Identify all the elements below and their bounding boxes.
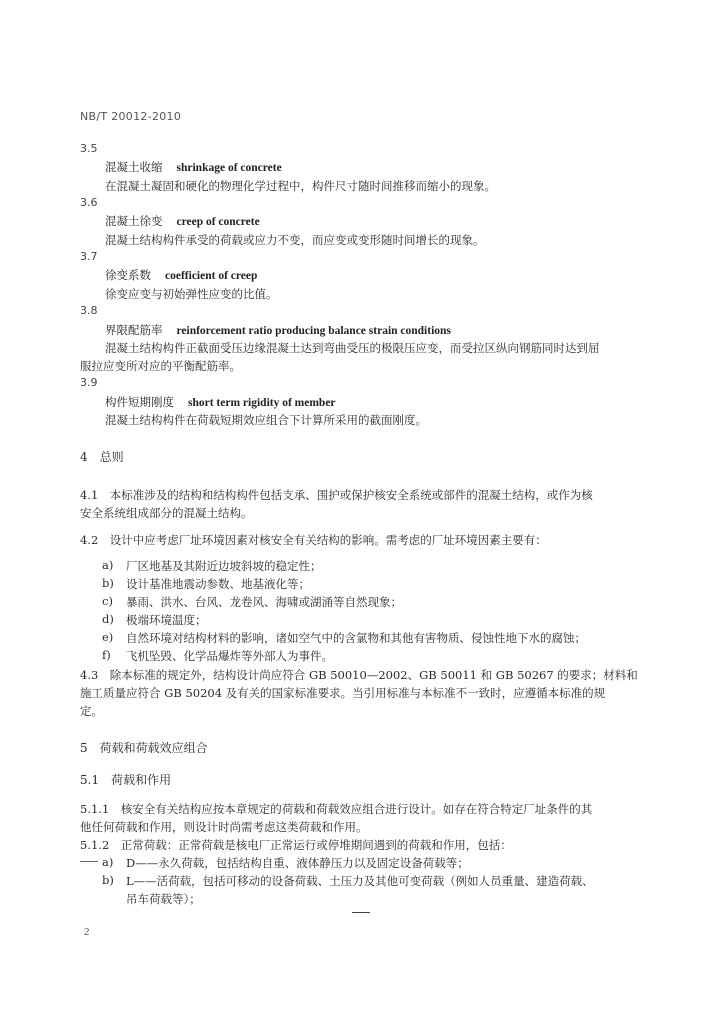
footer-rule (352, 912, 370, 913)
list-label-b: b) (102, 576, 114, 590)
term-cn: 徐变系数 (105, 268, 151, 282)
term-3-9 (105, 394, 336, 410)
list-label-e: e) (102, 630, 114, 644)
definition-3-5: 在混凝土凝固和硬化的物理化学过程中，构件尺寸随时间推移而缩小的现象。 (105, 179, 496, 193)
list-dash-mark (80, 861, 98, 862)
clause-number-3-8: 3.8 (80, 304, 98, 317)
definition-3-6: 混凝土结构构件承受的荷载或应力不变，而应变或变形随时间增长的现象。 (105, 233, 485, 247)
list-label-c: c) (102, 594, 113, 608)
page-number: 2 (84, 926, 90, 938)
paragraph-4-3-line2: 施工质量应符合 GB 50204 及有关的国家标准要求。当引用标准与本标准不一致时，应遵循本标准的规 (80, 686, 606, 700)
list-label-a: a) (102, 558, 114, 572)
section-5-title: 5 荷载和荷载效应组合 (80, 741, 208, 755)
document-code-header: NB/T 20012-2010 (80, 110, 182, 123)
term-en: creep of concrete (176, 216, 260, 228)
definition-3-8-line1: 混凝土结构构件正截面受压边缘混凝土达到弯曲受压的极限压应变，而受拉区纵向钢筋同时达到屈 (105, 341, 600, 355)
list-item-5b-line1: L——活荷载，包括可移动的设备荷载、土压力及其他可变荷载（例如人员重量、建造荷载、 (126, 874, 594, 888)
paragraph-5-1-1-line2: 他任何荷载和作用，则设计时尚需考虑这类荷载和作用。 (80, 820, 368, 834)
paragraph-4-3-line1: 4.3 除本标准的规定外，结构设计尚应符合 GB 50010—2002、GB 50011 和 GB 50267 的要求；材料和 (80, 668, 638, 682)
definition-3-9: 混凝土结构构件在荷载短期效应组合下计算所采用的截面刚度。 (105, 413, 427, 427)
paragraph-4-2: 4.2 设计中应考虑厂址环境因素对核安全有关结构的影响。需考虑的厂址环境因素主要有： (80, 533, 547, 547)
term-en: reinforcement ratio producing balance strain conditions (176, 325, 451, 337)
subsection-5-1-title: 5.1 荷载和作用 (80, 773, 172, 787)
term-cn: 构件短期刚度 (105, 395, 174, 409)
term-cn: 界限配筋率 (105, 323, 163, 337)
list-item-5a: D——永久荷载，包括结构自重、液体静压力以及固定设备荷载等； (126, 856, 469, 870)
definition-3-7: 徐变应变与初始弹性应变的比值。 (105, 287, 278, 301)
list-item-c: 暴雨、洪水、台风、龙卷风、海啸或湖涌等自然现象； (126, 595, 402, 609)
list-item-e: 自然环境对结构材料的影响，诸如空气中的含氯物和其他有害物质、侵蚀性地下水的腐蚀； (126, 631, 586, 645)
paragraph-4-1-line1: 4.1 本标准涉及的结构和结构构件包括支承、围护或保护核安全系统或部件的混凝土结构，或作为核 (80, 488, 593, 502)
list-item-b: 设计基准地震动参数、地基液化等； (126, 577, 310, 591)
list-label-d: d) (102, 612, 114, 626)
clause-number-3-7: 3.7 (80, 250, 98, 263)
list-label-5b: b) (102, 873, 114, 887)
term-3-7 (105, 267, 257, 283)
term-3-6 (105, 213, 260, 229)
term-cn: 混凝土收缩 (105, 160, 163, 174)
paragraph-4-1-line2: 安全系统组成部分的混凝土结构。 (80, 506, 253, 520)
list-label-5a: a) (102, 855, 114, 869)
section-4-title: 4 总则 (80, 450, 124, 464)
list-item-5b-line2: 吊车荷载等）； (126, 892, 201, 906)
list-label-f: f) (102, 648, 111, 662)
clause-number-3-9: 3.9 (80, 376, 98, 389)
clause-number-3-6: 3.6 (80, 196, 98, 209)
term-en: coefficient of creep (165, 270, 258, 282)
list-item-a: 厂区地基及其附近边坡斜坡的稳定性； (126, 559, 322, 573)
term-cn: 混凝土徐变 (105, 214, 163, 228)
definition-3-8-line2: 服拉应变所对应的平衡配筋率。 (80, 359, 241, 373)
term-en: short term rigidity of member (188, 397, 336, 409)
paragraph-4-3-line3: 定。 (80, 704, 103, 718)
paragraph-5-1-1-line1: 5.1.1 核安全有关结构应按本章规定的荷载和荷载效应组合进行设计。如存在符合特定厂址条件的其 (80, 802, 593, 816)
list-item-f: 飞机坠毁、化学品爆炸等外部人为事件。 (126, 649, 333, 663)
term-3-8 (105, 322, 451, 338)
term-en: shrinkage of concrete (176, 162, 282, 174)
clause-number-3-5: 3.5 (80, 142, 98, 155)
list-item-d: 极端环境温度； (126, 613, 207, 627)
term-3-5 (105, 159, 282, 175)
paragraph-5-1-2: 5.1.2 正常荷载：正常荷载是核电厂正常运行或停堆期间遇到的荷载和作用，包括： (80, 838, 512, 852)
